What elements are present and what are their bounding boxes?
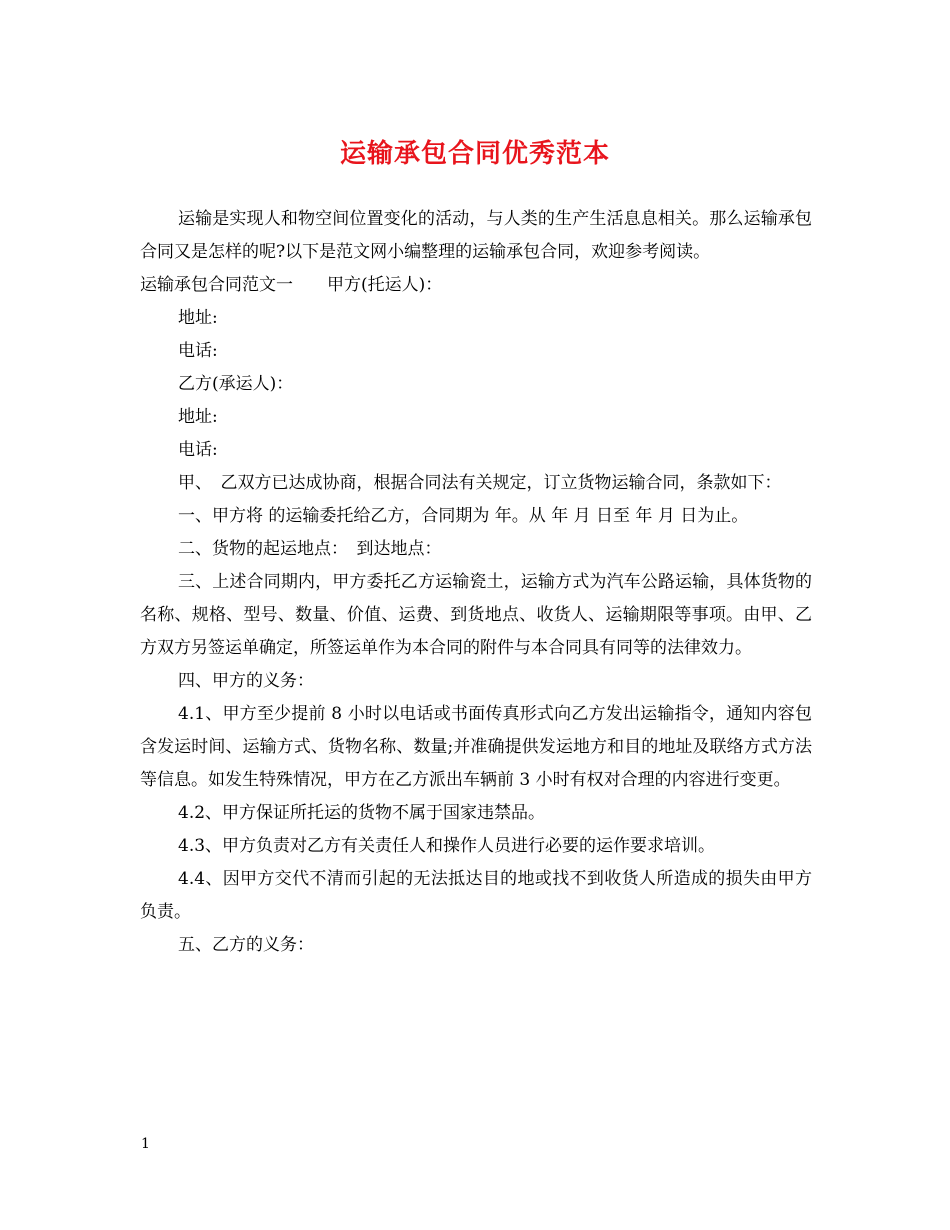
paragraph: 乙方(承运人)： xyxy=(178,374,294,394)
paragraph: 二、货物的起运地点： 到达地点： xyxy=(178,539,442,559)
paragraph: 运输是实现人和物空间位置变化的活动，与人类的生产生活息息相关。那么运输承包合同又是怎样的呢?以下是范文网小编整理的运输承包合同，欢迎参考阅读。 xyxy=(140,209,812,262)
document-body xyxy=(140,203,812,962)
paragraph: 4.1、甲方至少提前 8 小时以电话或书面传真形式向乙方发出运输指令，通知内容包含发运时间、运输方式、货物名称、数量;并准确提供发运地方和目的地址及联络方式方法等信息。如发生特殊情况，甲方在乙方派出车辆前 3 小时有权对合理的内容进行变更。 xyxy=(140,704,812,790)
paragraph: 五、乙方的义务： xyxy=(178,935,314,955)
paragraph: 4.4、因甲方交代不清而引起的无法抵达目的地或找不到收货人所造成的损失由甲方负责。 xyxy=(140,869,812,922)
paragraph: 电话: xyxy=(178,440,218,460)
paragraph: 地址: xyxy=(178,308,218,328)
paragraph: 一、甲方将 的运输委托给乙方，合同期为 年。从 年 月 日至 年 月 日为止。 xyxy=(178,506,749,526)
paragraph: 甲、 乙双方已达成协商，根据合同法有关规定，订立货物运输合同，条款如下： xyxy=(178,473,782,493)
paragraph: 4.3、甲方负责对乙方有关责任人和操作人员进行必要的运作要求培训。 xyxy=(178,836,716,856)
paragraph: 三、上述合同期内，甲方委托乙方运输瓷土，运输方式为汽车公路运输，具体货物的名称、规格、型号、数量、价值、运费、到货地点、收货人、运输期限等事项。由甲、乙方双方另签运单确定，所签运单作为本合同的附件与本合同具有同等的法律效力。 xyxy=(140,572,812,658)
paragraph: 4.2、甲方保证所托运的货物不属于国家违禁品。 xyxy=(178,803,546,823)
document-title: 运输承包合同优秀范本 xyxy=(339,139,610,169)
paragraph: 地址: xyxy=(178,407,218,427)
paragraph: 电话: xyxy=(178,341,218,361)
page-number: 1 xyxy=(141,1136,150,1152)
paragraph: 四、甲方的义务： xyxy=(178,671,314,691)
paragraph: 运输承包合同范文一 甲方(托运人)： xyxy=(140,275,443,295)
